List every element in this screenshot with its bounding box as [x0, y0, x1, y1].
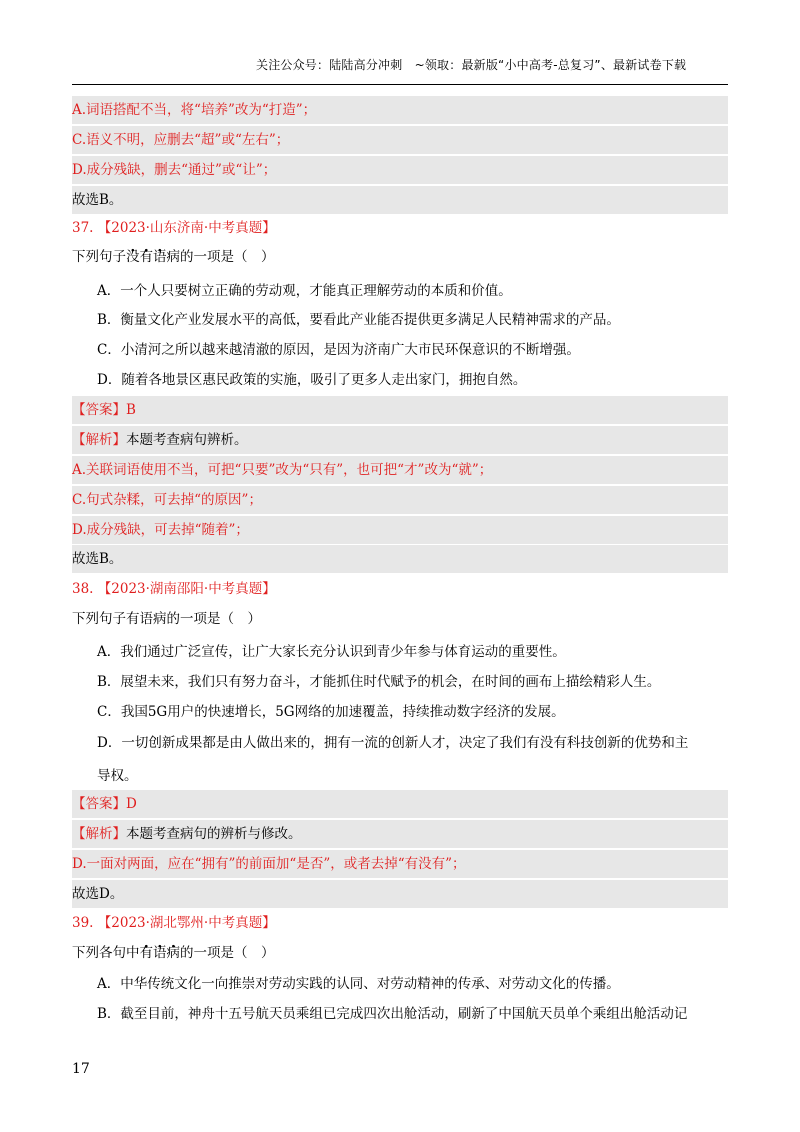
question-source-tag: 【2023·湖北鄂州·中考真题】	[97, 915, 276, 931]
question-38-option-d: D．一切创新成果都是由人做出来的，拥有一流的创新人才，决定了我们有没有科技创新的优势和主	[97, 735, 689, 751]
question-number: 38.	[72, 581, 94, 597]
prev-explain-line: A.词语搭配不当，将“培养”改为“打造”；	[72, 96, 728, 124]
analysis-label: 【解析】	[72, 826, 126, 842]
question-38-explain-d: D.一面对两面，应在“拥有”的前面加“是否”，或者去掉“有没有”；	[72, 850, 728, 878]
question-37-answer	[72, 396, 728, 424]
question-37-explain-a: A.关联词语使用不当，可把“只要”改为“只有”，也可把“才”改为“就”；	[72, 456, 728, 484]
question-37-analysis	[72, 426, 728, 454]
question-37-explain-c: C.句式杂糅，可去掉“的原因”；	[72, 486, 728, 514]
emphasis-char: 没	[126, 249, 140, 265]
emphasis-char: 有	[139, 945, 153, 961]
stem-suffix: 病的一项是（ ）	[166, 249, 275, 265]
question-38-answer	[72, 790, 728, 818]
question-number: 37.	[72, 220, 94, 236]
question-39-option-b: B．截至目前，神舟十五号航天员乘组已完成四次出舱活动，刷新了中国航天员单个乘组出舱活动记	[97, 1006, 688, 1022]
question-38-option-a: A．我们通过广泛宣传，让广大家长充分认识到青少年参与体育运动的重要性。	[97, 644, 566, 660]
answer-value: D	[126, 796, 137, 812]
question-37-option-d: D．随着各地景区惠民政策的实施，吸引了更多人走出家门，拥抱自然。	[97, 372, 527, 388]
question-37-stem	[72, 243, 728, 271]
stem-prefix: 下列各句中	[72, 945, 140, 961]
stem-suffix: 的一项是（ ）	[180, 945, 275, 961]
answer-label: 【答案】	[72, 402, 126, 418]
answer-label: 【答案】	[72, 796, 126, 812]
question-39-option-a: A．中华传统文化一向推崇对劳动实践的认同、对劳动精神的传承、对劳动文化的传播。	[97, 976, 620, 992]
question-37-option-b: B．衡量文化产业发展水平的高低，要看此产业能否提供更多满足人民精神需求的产品。	[97, 312, 620, 328]
header-rule	[72, 84, 728, 85]
question-38-option-d-cont: 导权。	[97, 768, 138, 784]
answer-value: B	[126, 402, 136, 418]
question-38-stem: 下列句子有语病的一项是（ ）	[72, 611, 261, 627]
prev-conclusion: 故选B。	[72, 186, 728, 214]
question-37-option-c: C．小清河之所以越来越清澈的原因，是因为济南广大市民环保意识的不断增强。	[97, 342, 580, 358]
question-source-tag: 【2023·山东济南·中考真题】	[97, 220, 276, 236]
prev-explain-line: C.语义不明，应删去“超”或“左右”；	[72, 126, 728, 154]
analysis-text: 本题考查病句辨析。	[126, 432, 248, 448]
question-39-stem	[72, 939, 728, 967]
analysis-text: 本题考查病句的辨析与修改。	[126, 826, 302, 842]
analysis-label: 【解析】	[72, 432, 126, 448]
emphasis-char: 有	[139, 249, 153, 265]
question-37-option-a: A．一个人只要树立正确的劳动观，才能真正理解劳动的本质和价值。	[97, 283, 512, 299]
page-number: 17	[72, 1061, 90, 1077]
question-38-conclusion: 故选D。	[72, 880, 728, 908]
page-header: 关注公众号：陆陆高分冲刺 ~领取：最新版“小中高考-总复习”、最新试卷下载	[256, 58, 687, 72]
emphasis-char: 语	[153, 945, 167, 961]
question-source-tag: 【2023·湖南邵阳·中考真题】	[97, 581, 276, 597]
prev-explain-line: D.成分残缺，删去“通过”或“让”；	[72, 156, 728, 184]
question-38-option-b: B．展望未来，我们只有努力奋斗，才能抓住时代赋予的机会，在时间的画布上描绘精彩人生。	[97, 674, 661, 690]
question-37-explain-d: D.成分残缺，可去掉“随着”；	[72, 516, 728, 544]
stem-prefix: 下列句子	[72, 249, 126, 265]
question-38-title	[72, 575, 728, 603]
question-38-analysis	[72, 820, 728, 848]
question-number: 39.	[72, 915, 94, 931]
question-37-title	[72, 214, 728, 242]
emphasis-char: 病	[166, 945, 180, 961]
question-38-option-c: C．我国5G用户的快速增长，5G网络的加速覆盖，持续推动数字经济的发展。	[97, 704, 565, 720]
emphasis-char: 语	[153, 249, 167, 265]
question-37-conclusion: 故选B。	[72, 545, 728, 573]
